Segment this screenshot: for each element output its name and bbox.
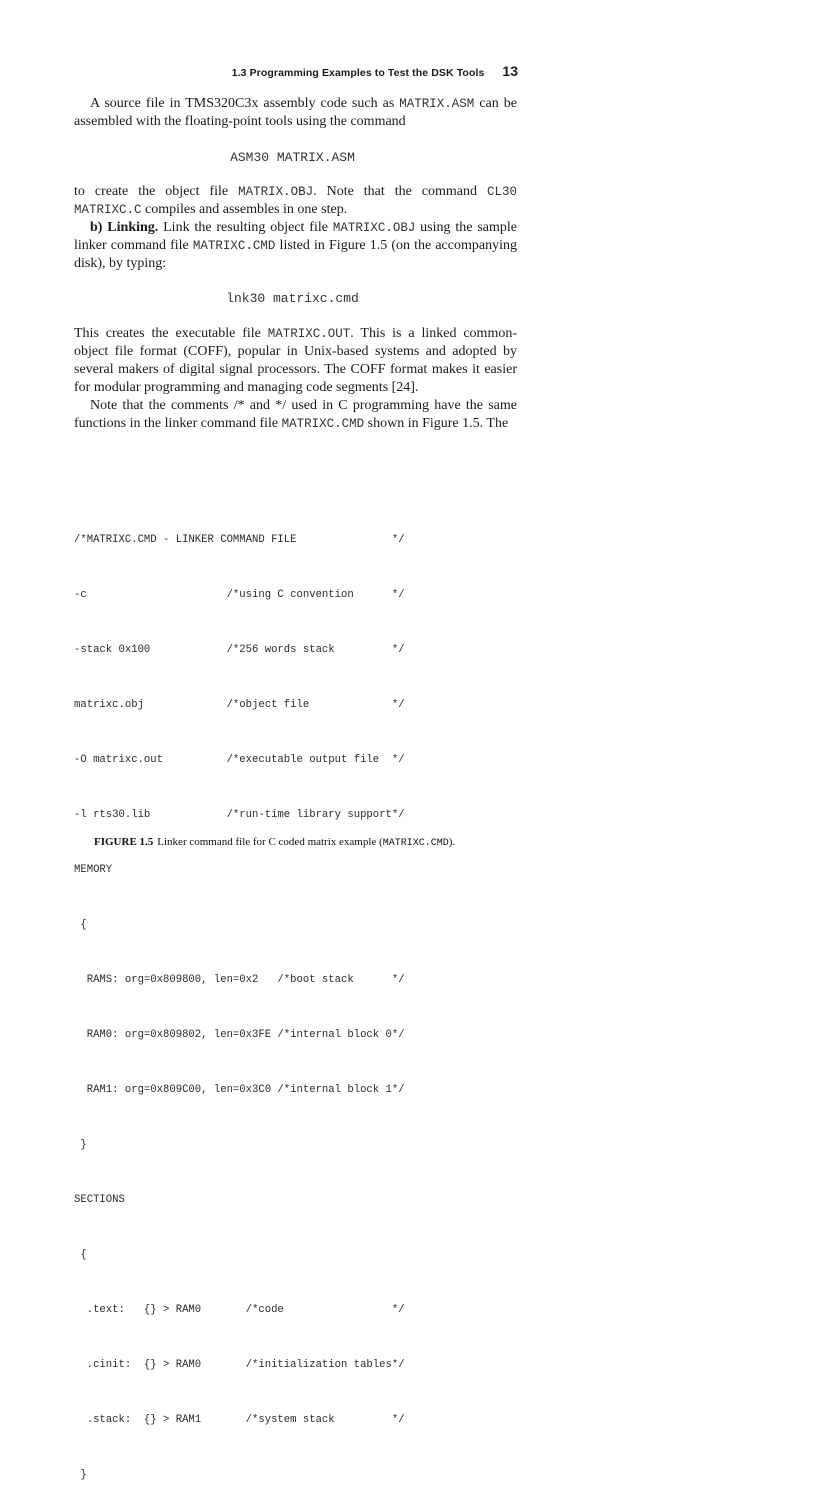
code-line: -l rts30.lib /*run-time library support*/ (74, 808, 405, 821)
code-line: { (74, 918, 87, 931)
code-filename: MATRIXC.CMD (281, 417, 365, 431)
code-line: MEMORY (74, 863, 113, 876)
linker-command-listing (74, 494, 405, 1503)
code-line: matrixc.obj /*object file */ (74, 698, 405, 711)
code-line: -O matrixc.out /*executable output file */ (74, 753, 405, 766)
text-run: A source file in TMS320C3x assembly code such as (90, 96, 400, 111)
text-run: . Note that the command (313, 184, 487, 199)
text-run: . This is a linked common-object file format (COFF), popular in Unix-based systems and adopted by several makers of digital signal processors. The COFF format makes it easier for modular programming and managing code segments [24]. (74, 326, 517, 395)
code-line: -c /*using C convention */ (74, 588, 405, 601)
caption-text: Linker command file for C coded matrix example ( (157, 836, 383, 848)
text-run: using the sample linker command file (74, 220, 517, 253)
code-filename: MATRIX.OBJ (238, 185, 314, 199)
code-line: -stack 0x100 /*256 words stack */ (74, 643, 405, 656)
command-text: lnk30 matrixc.cmd (226, 291, 359, 306)
code-filename: MATRIXC.CMD (192, 239, 276, 253)
text-run: compiles and assembles in one step. (141, 202, 348, 217)
text-run: listed in Figure 1.5 (on the accompanying disk), by typing: (74, 238, 517, 271)
paragraph-assembly (74, 95, 517, 131)
caption-code: MATRIXC.CMD (382, 838, 449, 849)
code-filename: MATRIX.ASM (399, 97, 475, 111)
paragraph-coff (74, 325, 517, 433)
figure-caption (94, 836, 455, 849)
code-line: SECTIONS (74, 1194, 125, 1207)
step-label: b) Linking. (90, 220, 159, 235)
code-line: .text: {} > RAM0 /*code */ (74, 1304, 405, 1317)
code-line: RAMS: org=0x809800, len=0x2 /*boot stack */ (74, 973, 405, 986)
code-command: CL30 MATRIXC.C (74, 185, 517, 217)
text-run: can be assembled with the floating-point tools using the command (74, 96, 517, 129)
caption-close: ). (448, 836, 456, 848)
code-line: } (74, 1469, 87, 1482)
code-line: RAM1: org=0x809C00, len=0x3C0 /*internal block 1*/ (74, 1084, 405, 1096)
paragraph-linking (74, 183, 517, 273)
code-line: .cinit: {} > RAM0 /*initialization tables*/ (74, 1359, 405, 1372)
page-number: 13 (502, 63, 518, 79)
running-header (0, 63, 518, 81)
text-run: Note that the comments /* and */ used in C programming have the same functions in the linker command file (74, 398, 517, 431)
assemble-command (74, 150, 517, 165)
code-line: .stack: {} > RAM1 /*system stack */ (74, 1414, 405, 1427)
code-line: /*MATRIXC.CMD - LINKER COMMAND FILE */ (74, 533, 405, 546)
link-command (74, 291, 517, 306)
text-run: shown in Figure 1.5. The (364, 416, 509, 431)
code-line: { (74, 1249, 87, 1262)
code-line: RAM0: org=0x809802, len=0x3FE /*internal block 0*/ (74, 1028, 405, 1041)
command-text: ASM30 MATRIX.ASM (230, 150, 355, 165)
code-filename: MATRIXC.OBJ (332, 221, 416, 235)
code-line: } (74, 1139, 87, 1152)
text-run: This creates the executable file (74, 326, 268, 341)
code-filename: MATRIXC.OUT (267, 327, 351, 341)
text-run: Link the resulting object file (158, 220, 333, 235)
text-run: to create the object file (74, 184, 239, 199)
section-title: 1.3 Programming Examples to Test the DSK Tools (231, 67, 485, 79)
figure-label: FIGURE 1.5 (94, 836, 154, 848)
